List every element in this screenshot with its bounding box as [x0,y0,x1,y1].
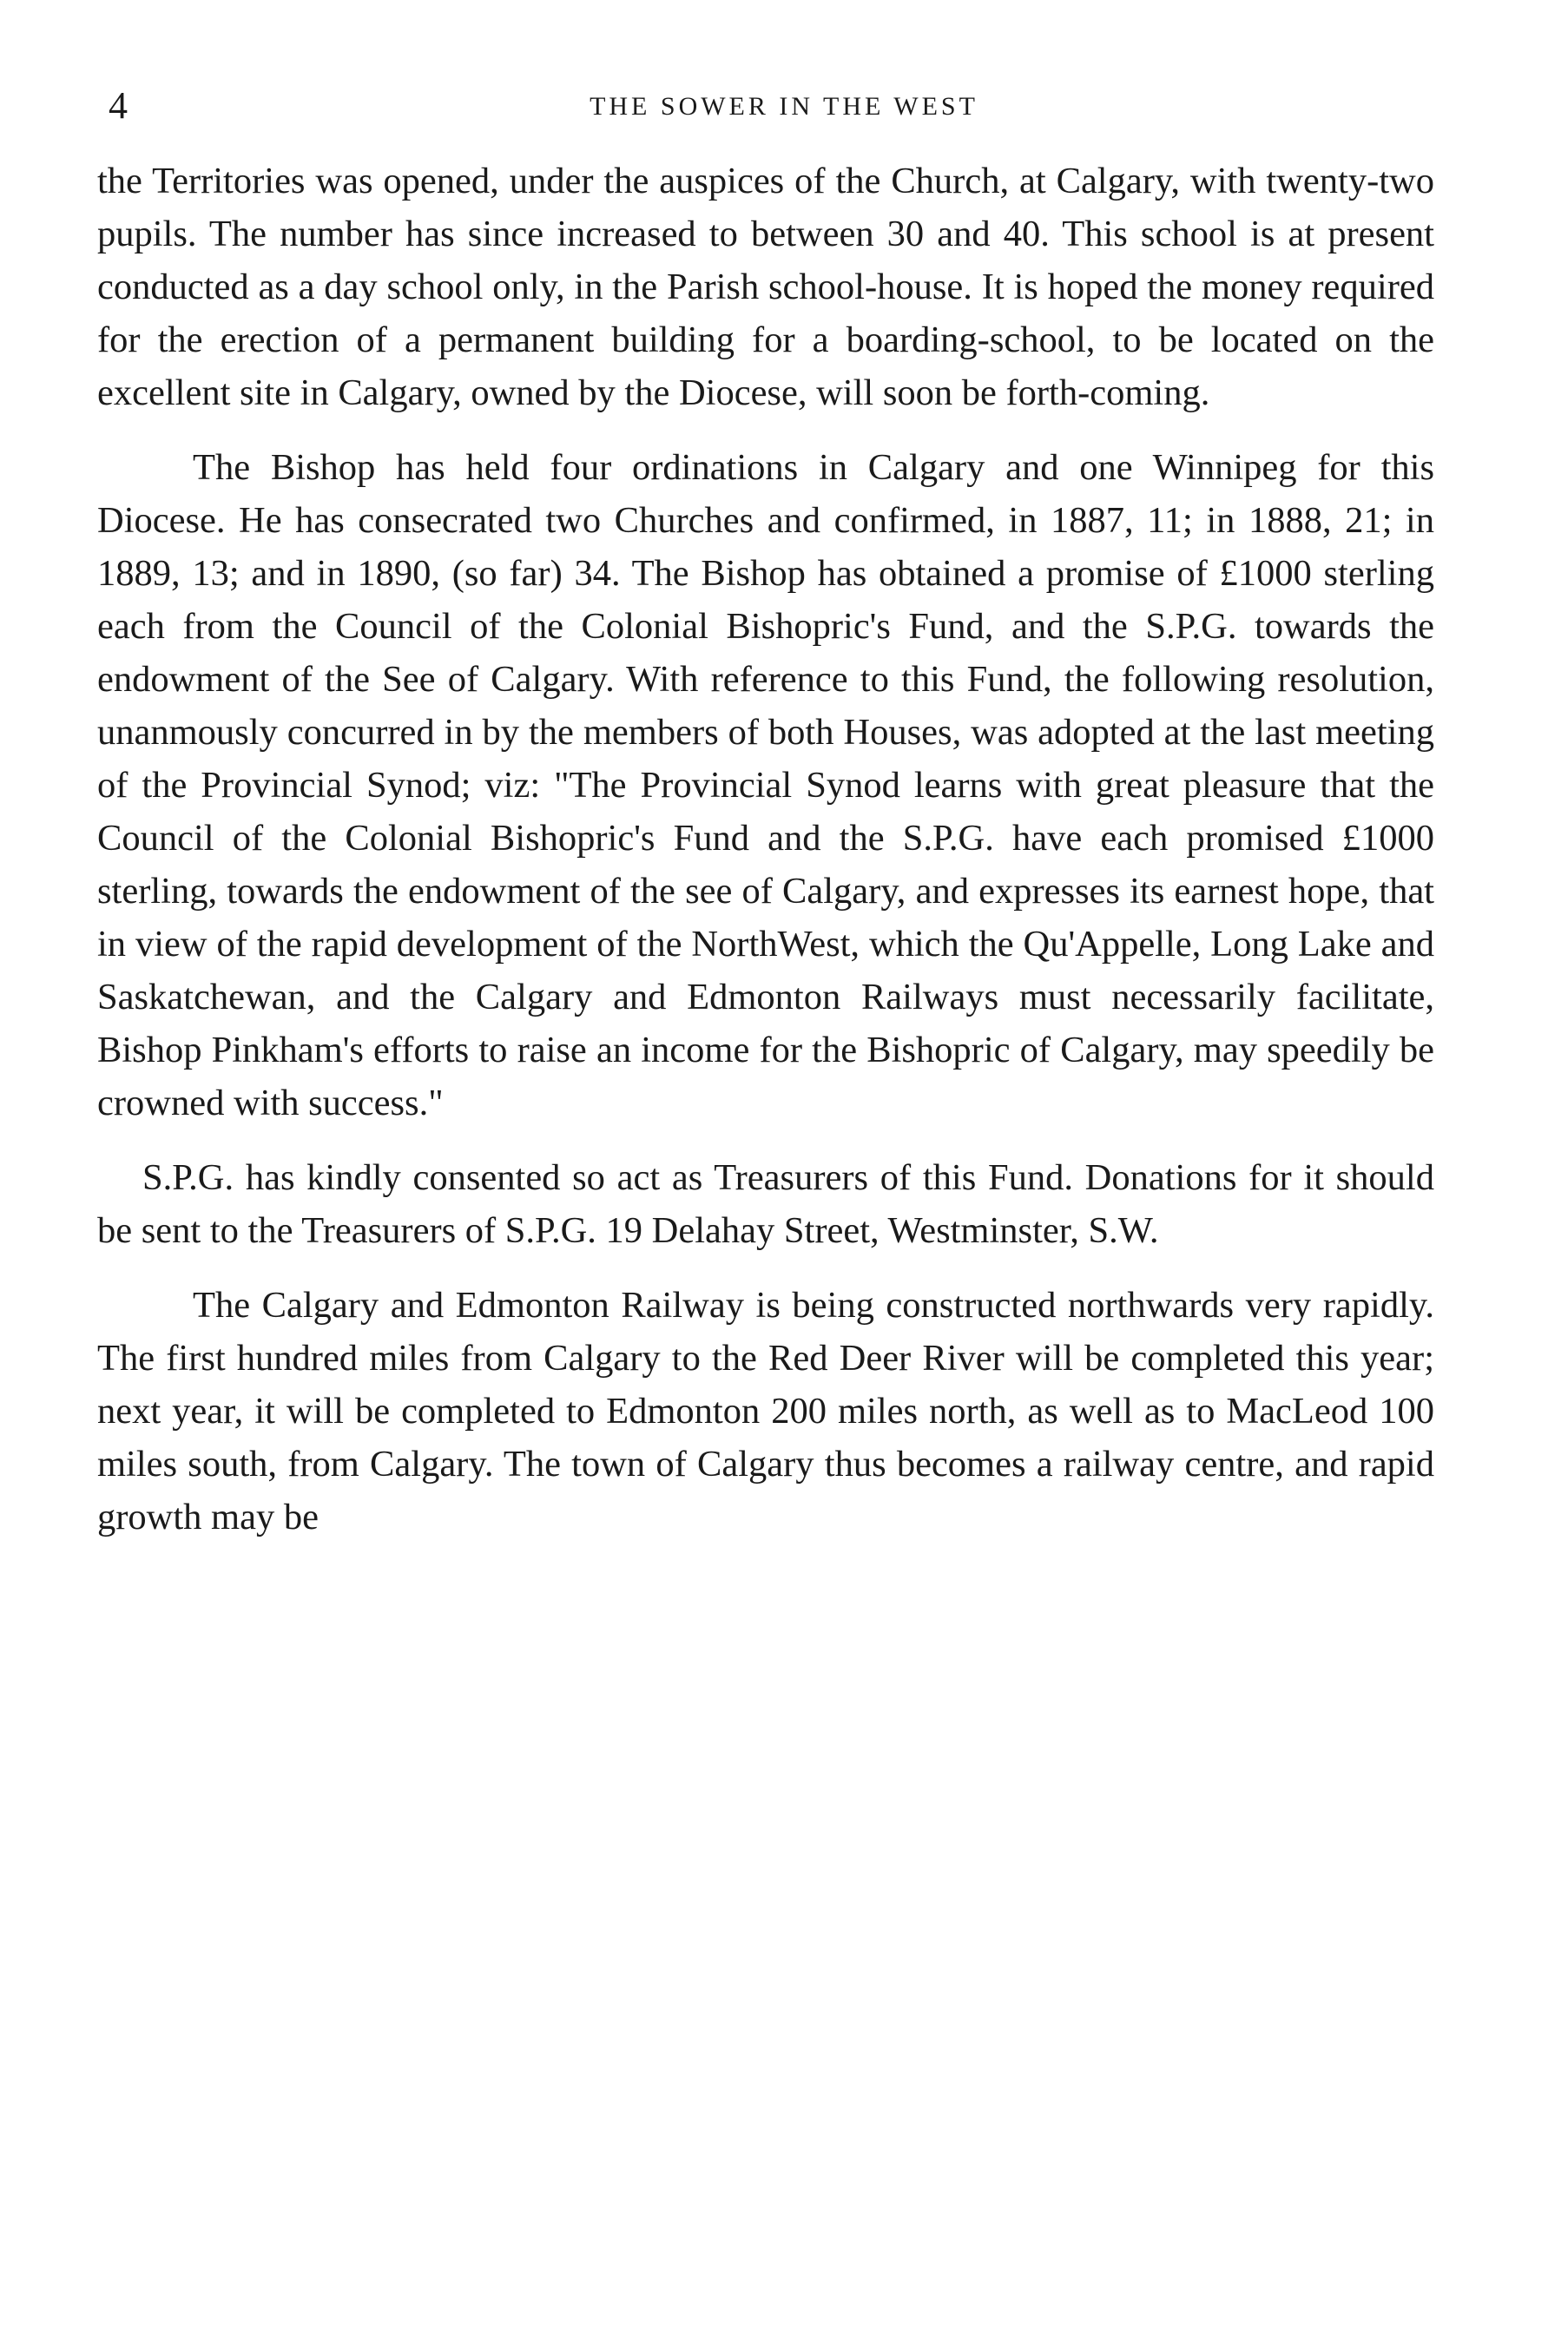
paragraph-treasurers: S.P.G. has kindly consented so act as Treasurers of this Fund. Donations for it should be sent to the Treasurers of S.P.G. 19 Delahay Street, Westminster, S.W. [97,1157,1434,1251]
page-number: 4 [109,84,128,127]
paragraph-school: the Territories was opened, under the auspices of the Church, at Calgary, with twenty-two pupils. The number has since increased to between 30 and 40. This school is at present conducted as a day school only, in the Parish school-house. It is hoped the money required for the erection of a permanent building for a boarding-school, to be located on the excellent site in Calgary, owned by the Diocese, will soon be forth-coming. [97,161,1434,413]
paragraph-railway: The Calgary and Edmonton Railway is being constructed northwards very rapidly. The first hundred miles from Calgary to the Red Deer River will be completed this year; next year, it will be completed to Edmonton 200 miles north, as well as to MacLeod 100 miles south, from Calgary. The town of Calgary thus becomes a railway centre, and rapid growth may be [97,1285,1434,1537]
paragraph-bishop: The Bishop has held four ordinations in Calgary and one Winnipeg for this Diocese. He has consecrated two Churches and confirmed, in 1887, 11; in 1888, 21; in 1889, 13; and in 1890, (so far) 34. The Bishop has obtained a promise of £1000 sterling each from the Council of the Colonial Bishopric's Fund, and the S.P.G. towards the endowment of the See of Calgary. With reference to this Fund, the following resolution, unanmously concurred in by the members of both Houses, was adopted at the last meeting of the Provincial Synod; viz: "The Provincial Synod learns with great pleasure that the Council of the Colonial Bishopric's Fund and the S.P.G. have each promised £1000 sterling, towards the endowment of the see of Calgary, and expresses its earnest hope, that in view of the rapid development of the NorthWest, which the Qu'Appelle, Long Lake and Saskatchewan, and the Calgary and Edmonton Railways must necessarily facilitate, Bishop Pinkham's efforts to raise an income for the Bishopric of Calgary, may speedily be crowned with success." [97,447,1434,1123]
body-text [97,155,1434,1544]
running-title: THE SOWER IN THE WEST [590,92,978,121]
